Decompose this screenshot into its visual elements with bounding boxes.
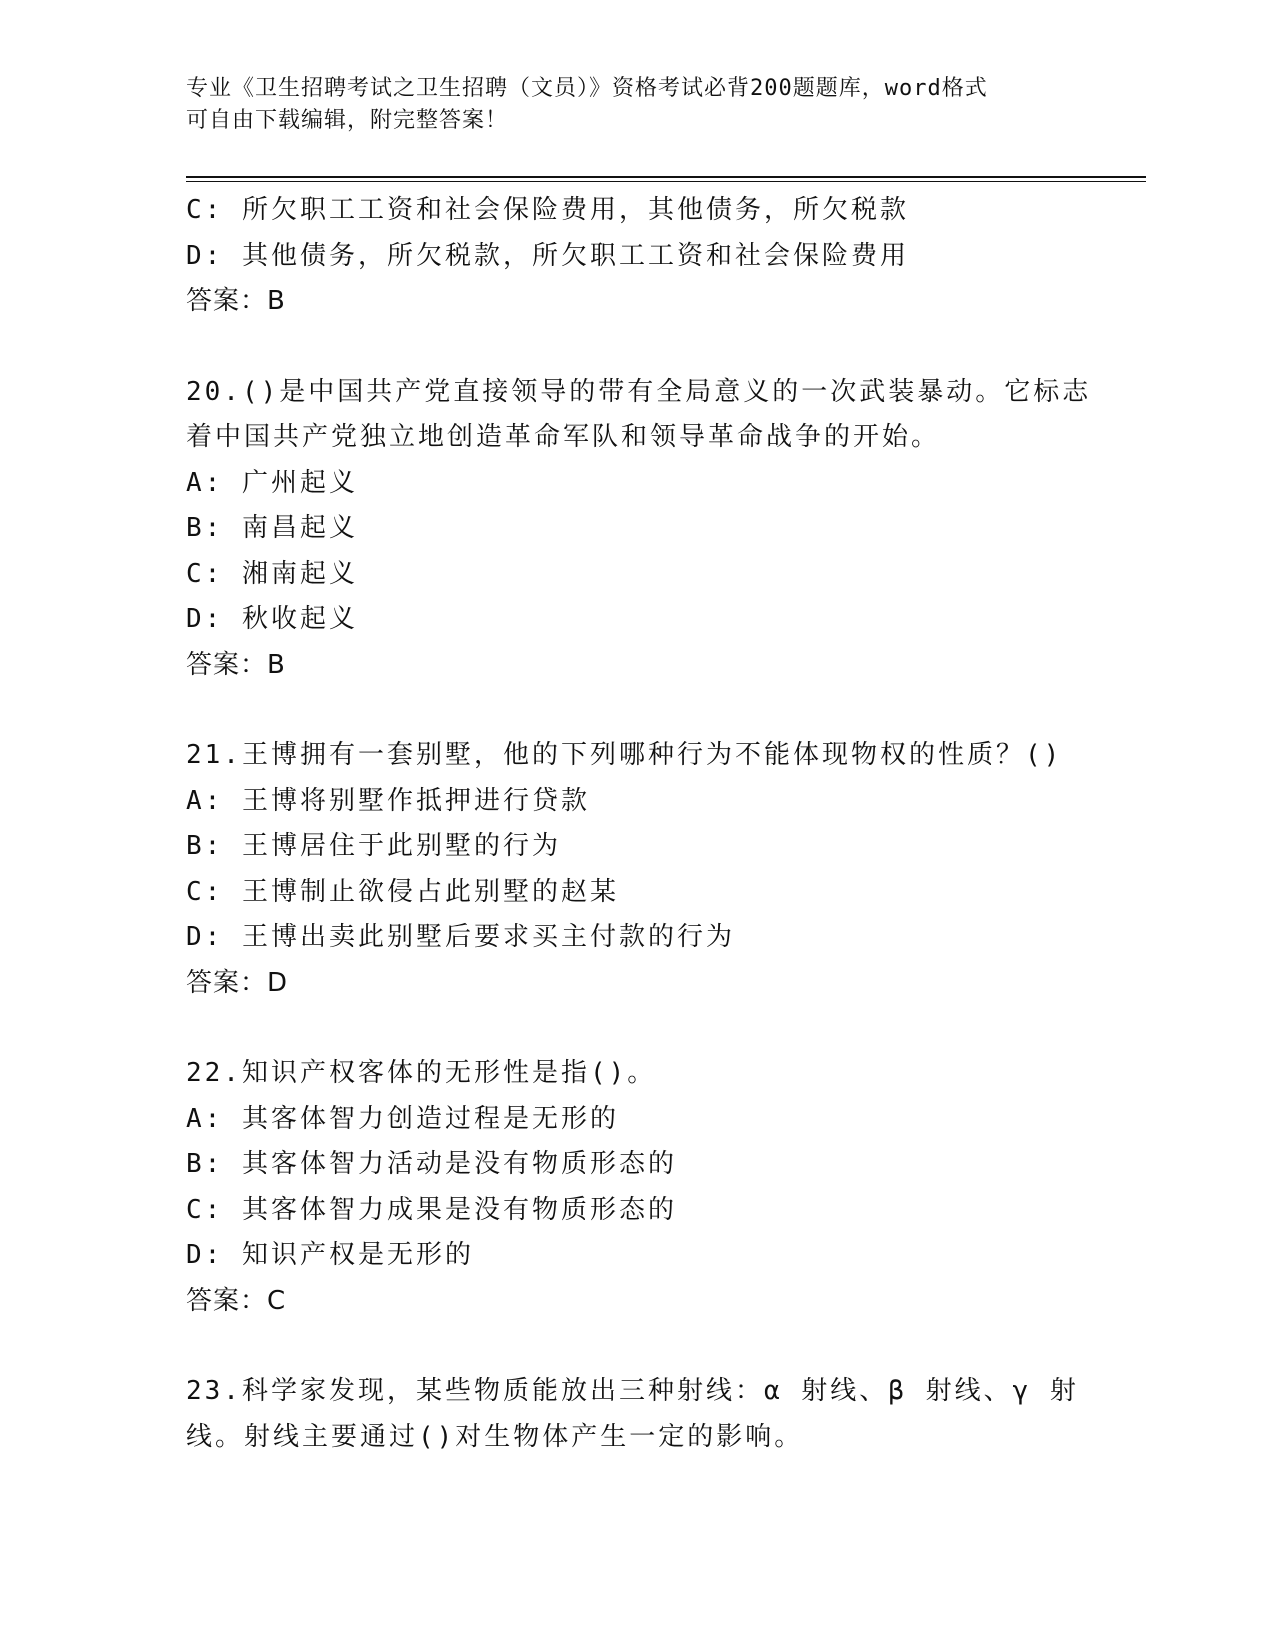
header-title-line-2: 可自由下载编辑，附完整答案！ (186, 108, 509, 133)
option-d: D: 秋收起义 (186, 604, 358, 634)
answer: 答案：B (186, 649, 286, 680)
option-a: A: 广州起义 (186, 467, 358, 498)
option-a: A: 王博将别墅作抵押进行贷款 (186, 785, 590, 816)
question-stem: 22.知识产权客体的无形性是指()。 (186, 1058, 657, 1088)
option-d: D: 其他债务，所欠税款，所欠职工工资和社会保险费用 (186, 240, 909, 271)
option-d: D: 知识产权是无形的 (186, 1240, 474, 1270)
question-stem: 线。射线主要通过()对生物体产生一定的影响。 (186, 1421, 804, 1452)
question-stem: 着中国共产党独立地创造革命军队和领导革命战争的开始。 (186, 422, 941, 452)
header-title-line-1: 专业《卫生招聘考试之卫生招聘（文员）》资格考试必背200题题库，word格式 (186, 76, 988, 101)
option-b: B: 王博居住于此别墅的行为 (186, 831, 561, 861)
question-stem: 21.王博拥有一套别墅，他的下列哪种行为不能体现物权的性质？() (186, 740, 1063, 770)
question-stem: 20.()是中国共产党直接领导的带有全局意义的一次武装暴动。它标志 (186, 376, 1092, 407)
option-c: C: 湘南起义 (186, 558, 358, 589)
option-c: C: 王博制止欲侵占此别墅的赵某 (186, 876, 619, 907)
option-c: C: 其客体智力成果是没有物质形态的 (186, 1194, 677, 1225)
document-header (186, 73, 1066, 137)
option-b: B: 其客体智力活动是没有物质形态的 (186, 1149, 677, 1179)
question-stem: 23.科学家发现，某些物质能放出三种射线：α 射线、β 射线、γ 射 (186, 1376, 1079, 1406)
option-b: B: 南昌起义 (186, 513, 358, 543)
option-a: A: 其客体智力创造过程是无形的 (186, 1103, 619, 1134)
header-divider-thin (186, 181, 1146, 182)
header-divider (186, 176, 1146, 178)
answer: 答案：C (186, 1285, 287, 1316)
question-list (186, 188, 1146, 1460)
option-d: D: 王博出卖此别墅后要求买主付款的行为 (186, 922, 735, 952)
option-c: C: 所欠职工工资和社会保险费用，其他债务，所欠税款 (186, 195, 909, 225)
answer: 答案：D (186, 967, 289, 998)
answer: 答案：B (186, 286, 286, 316)
